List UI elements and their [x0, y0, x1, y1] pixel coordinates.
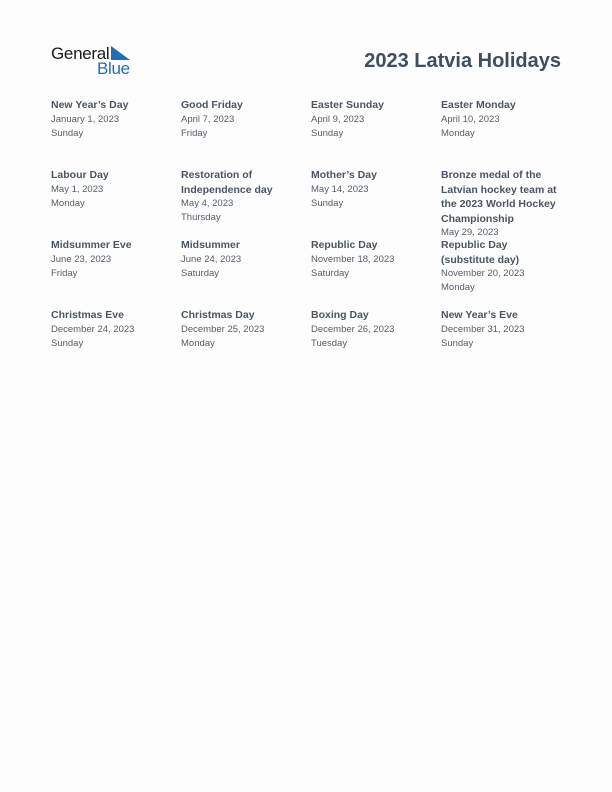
holiday-name: Christmas Day — [181, 309, 255, 321]
holiday-weekday: Sunday — [51, 127, 84, 139]
holiday-entry — [51, 238, 181, 308]
holiday-date: April 7, 2023 — [181, 113, 235, 125]
holiday-name: Restoration of Independence day — [181, 169, 273, 196]
holiday-name: Boxing Day — [311, 309, 369, 321]
holiday-weekday: Monday — [441, 282, 475, 293]
holiday-date: December 24, 2023 — [51, 323, 135, 335]
holiday-name: Easter Monday — [441, 99, 516, 111]
holiday-entry — [311, 98, 441, 168]
holiday-name: Midsummer — [181, 239, 240, 251]
holiday-entry — [311, 238, 441, 308]
holiday-name: Midsummer Eve — [51, 239, 132, 251]
holiday-entry — [181, 308, 311, 378]
holiday-entry — [441, 168, 571, 238]
holiday-name: New Year’s Day — [51, 99, 129, 111]
holiday-entry — [441, 308, 571, 378]
holiday-entry — [51, 168, 181, 238]
holiday-date: May 4, 2023 — [181, 198, 234, 209]
generalblue-logo — [51, 44, 141, 78]
holiday-date: December 26, 2023 — [311, 323, 395, 335]
holiday-date: November 20, 2023 — [441, 268, 525, 279]
holiday-entry — [311, 168, 441, 238]
holiday-date: May 1, 2023 — [51, 183, 104, 195]
holiday-name: Good Friday — [181, 99, 243, 111]
holiday-date: December 31, 2023 — [441, 323, 525, 335]
holiday-name: Easter Sunday — [311, 99, 384, 111]
holiday-name: Republic Day (substitute day) — [441, 239, 520, 266]
holiday-entry — [441, 238, 571, 308]
holiday-entry — [51, 98, 181, 168]
logo-text-blue: Blue — [97, 59, 130, 78]
holiday-weekday: Monday — [51, 197, 85, 209]
holiday-weekday: Friday — [51, 267, 78, 279]
holiday-weekday: Thursday — [181, 212, 221, 223]
holiday-name: Mother’s Day — [311, 169, 377, 181]
holiday-date: May 29, 2023 — [441, 227, 499, 238]
holiday-date: January 1, 2023 — [51, 113, 120, 125]
holiday-name: New Year’s Eve — [441, 309, 518, 321]
holiday-entry — [51, 308, 181, 378]
holiday-name: Christmas Eve — [51, 309, 124, 321]
holiday-entry — [181, 168, 311, 238]
holiday-date: June 23, 2023 — [51, 253, 112, 265]
holiday-date: May 14, 2023 — [311, 183, 369, 195]
holiday-weekday: Friday — [181, 127, 208, 139]
holiday-entry — [181, 238, 311, 308]
holiday-grid — [51, 98, 571, 378]
page-title: 2023 Latvia Holidays — [364, 50, 561, 72]
holiday-weekday: Sunday — [311, 197, 344, 209]
holiday-name: Bronze medal of the Latvian hockey team at the 2023 World Hockey Championship — [441, 169, 557, 225]
holiday-date: April 10, 2023 — [441, 113, 500, 125]
holiday-weekday: Monday — [441, 127, 475, 139]
holiday-weekday: Sunday — [311, 127, 344, 139]
holiday-entry — [311, 308, 441, 378]
holiday-weekday: Tuesday — [311, 337, 348, 349]
holiday-name: Labour Day — [51, 169, 109, 181]
holiday-weekday: Monday — [181, 337, 215, 349]
holiday-date: December 25, 2023 — [181, 323, 265, 335]
holiday-entry — [441, 98, 571, 168]
holiday-entry — [181, 98, 311, 168]
holiday-weekday: Saturday — [181, 267, 220, 279]
holiday-weekday: Sunday — [51, 337, 84, 349]
holiday-name: Republic Day — [311, 239, 378, 251]
holiday-date: June 24, 2023 — [181, 253, 242, 265]
holiday-weekday: Saturday — [311, 267, 350, 279]
holiday-date: November 18, 2023 — [311, 253, 395, 265]
holiday-date: April 9, 2023 — [311, 113, 365, 125]
holiday-weekday: Sunday — [441, 337, 474, 349]
logo-text-general: General — [51, 44, 110, 63]
